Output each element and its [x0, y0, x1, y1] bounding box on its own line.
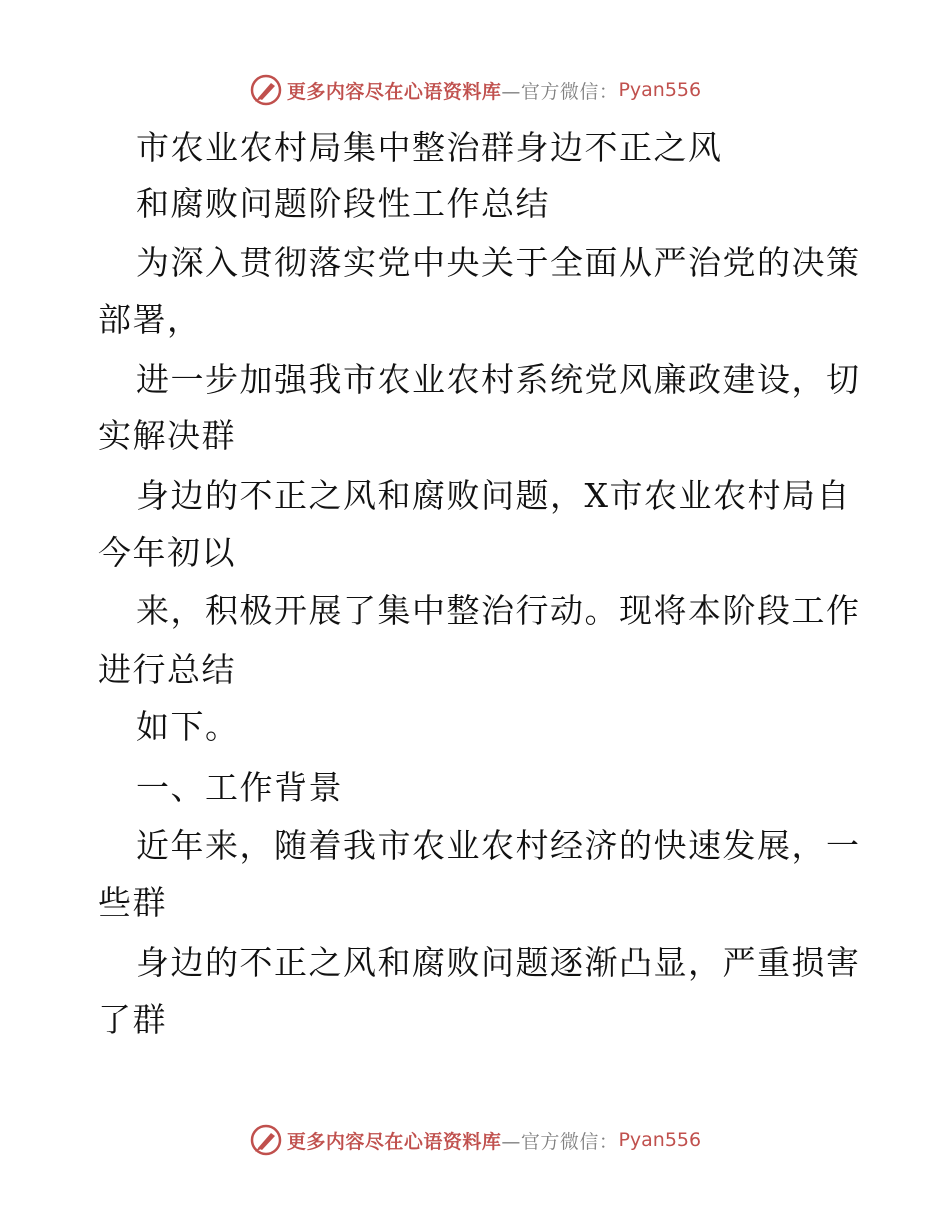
paragraph-line: 部署，	[98, 300, 202, 339]
banner-wechat-label: —官方微信：	[501, 80, 619, 103]
paragraph-line: 身边的不正之风和腐败问题，X市农业农村局自	[136, 476, 851, 515]
header-watermark-banner	[0, 70, 950, 110]
footer-watermark-banner	[0, 1120, 950, 1160]
paragraph-line: 如下。	[136, 707, 240, 746]
paragraph-line: 了群	[98, 1000, 167, 1039]
banner-wechat-id: Pyan556	[618, 79, 702, 101]
banner-wechat-id: Pyan556	[618, 1129, 702, 1151]
title-line-1: 市农业农村局集中整治群身边不正之风	[136, 128, 723, 167]
pen-logo-icon	[249, 73, 283, 107]
banner-site-name: 更多内容尽在心语资料库	[286, 1130, 502, 1153]
paragraph-line: 身边的不正之风和腐败问题逐渐凸显，严重损害	[136, 943, 861, 982]
paragraph-line: 来，积极开展了集中整治行动。现将本阶段工作	[136, 591, 861, 630]
banner-wechat-label: —官方微信：	[501, 1130, 619, 1153]
pen-logo-icon	[249, 1123, 283, 1157]
paragraph-line: 些群	[98, 883, 167, 922]
paragraph-line: 进行总结	[98, 650, 236, 689]
title-line-2: 和腐败问题阶段性工作总结	[136, 184, 550, 223]
paragraph-line: 近年来，随着我市农业农村经济的快速发展，一	[136, 826, 861, 865]
paragraph-line: 实解决群	[98, 416, 236, 455]
paragraph-line: 今年初以	[98, 533, 236, 572]
paragraph-line: 进一步加强我市农业农村系统党风廉政建设，切	[136, 360, 861, 399]
banner-site-name: 更多内容尽在心语资料库	[286, 80, 502, 103]
paragraph-line: 为深入贯彻落实党中央关于全面从严治党的决策	[136, 243, 861, 282]
section-heading: 一、工作背景	[136, 768, 343, 807]
